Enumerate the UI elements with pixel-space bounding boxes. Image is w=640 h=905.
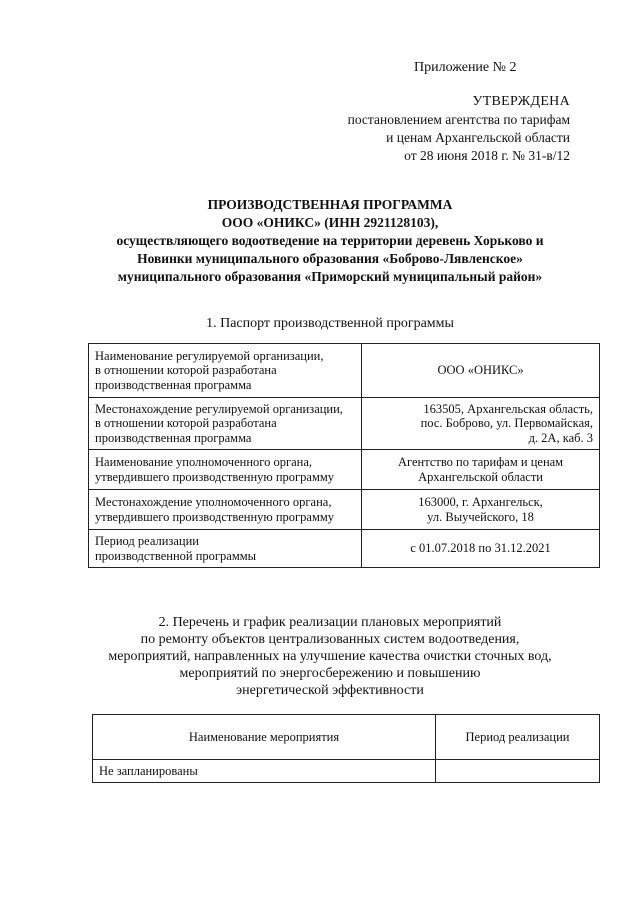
title-line: осуществляющего водоотведение на территории деревень Хорьково и [116, 233, 544, 248]
title-line: муниципального образования «Приморский муниципальный район» [117, 269, 543, 284]
label-line: утвердившего производственную программу [95, 469, 335, 484]
col-period: Период реализации [436, 715, 600, 760]
event-name-cell: Не запланированы [93, 760, 436, 783]
table-row [89, 344, 600, 398]
approval-head: УТВЕРЖДЕНА [472, 94, 570, 109]
label-line: Местонахождение регулируемой организации, [95, 401, 343, 416]
heading-line: 2. Перечень и график реализации плановых мероприятий [158, 615, 502, 630]
passport-value [362, 530, 600, 568]
passport-label [89, 530, 362, 568]
col-event-name: Наименование мероприятия [93, 715, 436, 760]
approval-line: от 28 июня 2018 г. № 31-в/12 [404, 148, 570, 163]
table-header-row [93, 715, 600, 760]
event-period-cell [436, 760, 600, 783]
value-line: с 01.07.2018 по 31.12.2021 [410, 541, 551, 556]
passport-label [89, 490, 362, 530]
label-line: производственной программы [95, 548, 257, 563]
approval-block [290, 93, 570, 165]
label-line: Местонахождение уполномоченного органа, [95, 495, 332, 509]
approval-line: и ценам Архангельской области [386, 130, 570, 145]
label-line: Наименование регулируемой организации, [95, 348, 324, 363]
events-table [92, 714, 600, 783]
approval-line: постановлением агентства по тарифам [347, 112, 570, 127]
section2-heading [60, 614, 600, 699]
label-line: производственная программа [95, 430, 252, 445]
value-line: Агентство по тарифам и ценам [398, 455, 564, 469]
label-line: Наименование уполномоченного органа, [95, 455, 312, 469]
table-row [89, 398, 600, 450]
label-line: производственная программа [95, 377, 252, 392]
table-row [89, 490, 600, 530]
label-line: в отношении которой разработана [95, 363, 277, 378]
label-line: в отношении которой разработана [95, 416, 277, 431]
passport-value [362, 398, 600, 450]
passport-value [362, 490, 600, 530]
heading-line: мероприятий, направленных на улучшение качества очистки сточных вод, [108, 649, 552, 664]
value-line: ООО «ОНИКС» [437, 363, 524, 378]
passport-value [362, 450, 600, 490]
table-row [89, 530, 600, 568]
heading-line: энергетической эффективности [236, 683, 424, 698]
title-line: ООО «ОНИКС» (ИНН 2921128103), [221, 215, 439, 230]
title-line: Новинки муниципального образования «Боброво-Лявленское» [137, 251, 523, 266]
label-line: Период реализации [95, 534, 199, 548]
value-line: пос. Боброво, ул. Первомайская, [420, 416, 593, 431]
annex-number: Приложение № 2 [414, 60, 517, 75]
value-line: д. 2А, каб. 3 [528, 430, 593, 445]
passport-label [89, 398, 362, 450]
passport-value [362, 344, 600, 398]
table-row [89, 450, 600, 490]
value-line: ул. Выучейского, 18 [427, 509, 534, 524]
title-line: ПРОИЗВОДСТВЕННАЯ ПРОГРАММА [207, 197, 453, 212]
value-line: 163000, г. Архангельск, [418, 495, 543, 509]
passport-label [89, 450, 362, 490]
heading-line: мероприятий по энергосбережению и повышению [179, 666, 481, 681]
program-title [60, 196, 600, 286]
table-row [93, 760, 600, 783]
passport-table [88, 343, 600, 568]
value-line: Архангельской области [418, 469, 543, 484]
value-line: 163505, Архангельская область, [423, 401, 593, 416]
heading-line: по ремонту объектов централизованных систем водоотведения, [140, 632, 520, 647]
passport-label [89, 344, 362, 398]
section1-heading: 1. Паспорт производственной программы [206, 316, 454, 331]
label-line: утвердившего производственную программу [95, 509, 335, 524]
